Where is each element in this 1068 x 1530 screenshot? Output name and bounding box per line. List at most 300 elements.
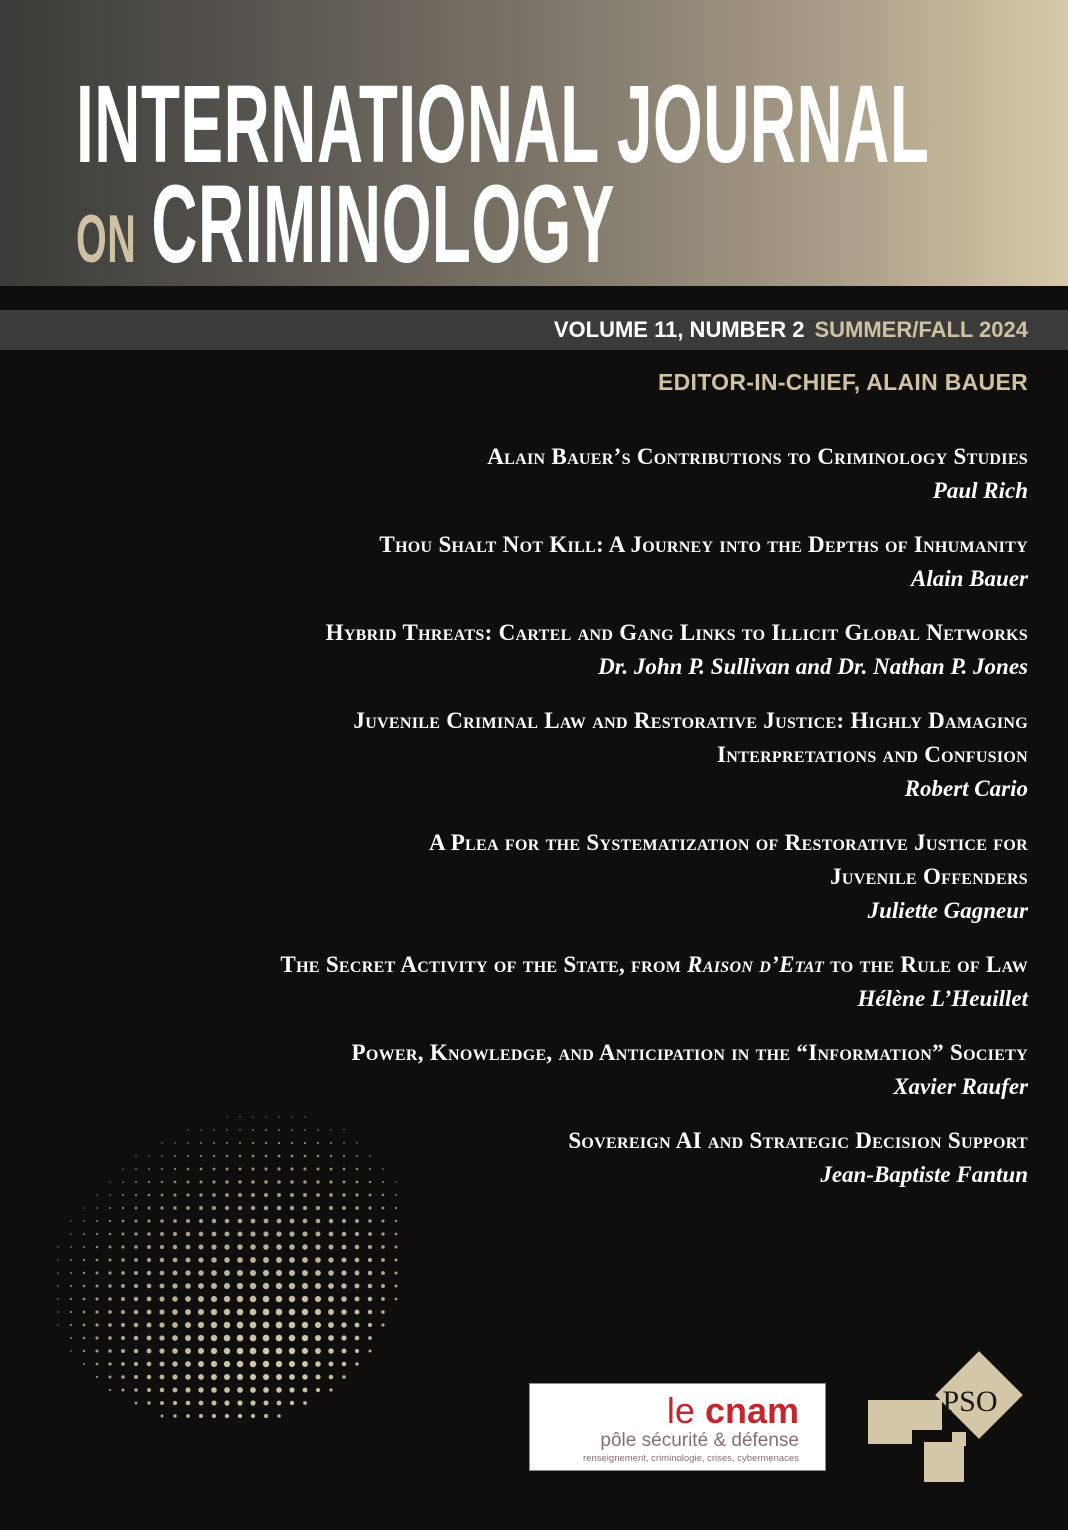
sphere-dot <box>341 1257 346 1262</box>
sphere-dot <box>238 1167 241 1170</box>
article-title-continued: Interpretations and Confusion <box>717 742 1028 767</box>
sphere-dot <box>211 1322 217 1328</box>
sphere-dot <box>134 1388 138 1392</box>
sphere-dot <box>172 1335 178 1341</box>
issue-season: SUMMER/FALL 2024 <box>814 317 1028 342</box>
sphere-dot <box>96 1363 99 1366</box>
sphere-dot <box>316 1388 320 1392</box>
sphere-dot <box>289 1335 296 1342</box>
journal-title-line2 <box>76 163 616 286</box>
sphere-dot <box>250 1387 256 1393</box>
sphere-dot <box>134 1310 139 1315</box>
sphere-dot <box>328 1361 333 1366</box>
sphere-dot <box>395 1298 398 1301</box>
article-author: Dr. John P. Sullivan and Dr. Nathan P. Jones <box>598 654 1028 679</box>
sphere-dot <box>108 1271 111 1274</box>
sphere-dot <box>121 1245 124 1248</box>
sphere-dot <box>83 1285 86 1288</box>
sphere-dot <box>173 1258 178 1263</box>
sphere-dot <box>122 1194 124 1196</box>
sphere-dot <box>147 1219 150 1222</box>
sphere-dot <box>122 1181 124 1183</box>
sphere-dot <box>317 1142 319 1144</box>
sphere-dot <box>96 1259 99 1262</box>
article-entry <box>128 616 1028 684</box>
sphere-dot <box>187 1181 190 1184</box>
sphere-dot <box>381 1258 385 1262</box>
sphere-dot <box>395 1285 398 1288</box>
sphere-dot <box>251 1414 255 1418</box>
pso-logo-text: PSO <box>942 1385 998 1418</box>
sphere-dot <box>83 1337 86 1340</box>
sphere-dot <box>173 1206 176 1209</box>
sphere-dot <box>343 1155 345 1157</box>
sphere-dot <box>251 1219 256 1224</box>
sphere-dot <box>135 1155 136 1156</box>
sphere-dot <box>186 1206 190 1210</box>
sphere-dot <box>185 1270 190 1275</box>
sphere-dot <box>121 1362 125 1366</box>
sphere-dot <box>199 1401 204 1406</box>
sphere-dot <box>211 1309 217 1315</box>
sphere-dot <box>355 1362 358 1365</box>
sphere-dot <box>173 1401 177 1405</box>
sphere-dot <box>147 1323 152 1328</box>
sphere-dot <box>252 1116 254 1118</box>
sphere-dot <box>265 1129 267 1131</box>
sphere-dot <box>237 1335 244 1342</box>
sphere-dot <box>198 1296 204 1302</box>
sphere-dot <box>172 1361 177 1366</box>
sphere-dot <box>213 1142 215 1144</box>
sphere-dot <box>198 1348 204 1354</box>
sphere-dot <box>342 1375 346 1379</box>
sphere-dot <box>315 1283 321 1289</box>
sphere-dot <box>212 1219 216 1223</box>
sphere-dot <box>161 1168 163 1170</box>
sphere-dot <box>213 1129 215 1131</box>
sphere-dot <box>95 1284 98 1287</box>
sphere-dot <box>237 1322 244 1329</box>
sphere-dot <box>237 1283 243 1289</box>
sphere-dot <box>263 1257 269 1263</box>
sphere-dot <box>57 1272 59 1274</box>
sphere-dot <box>172 1348 178 1354</box>
sphere-dot <box>186 1414 190 1418</box>
sphere-dot <box>212 1193 216 1197</box>
article-entry <box>128 528 1028 596</box>
sphere-dot <box>263 1348 270 1355</box>
sphere-dot <box>368 1206 371 1209</box>
sphere-dot <box>83 1324 86 1327</box>
sphere-dot <box>237 1309 244 1316</box>
sphere-dot <box>290 1193 294 1197</box>
sphere-dot <box>263 1309 270 1316</box>
sphere-dot <box>211 1335 217 1341</box>
sphere-dot <box>330 1168 333 1171</box>
sphere-dot <box>369 1181 371 1183</box>
sphere-dot <box>368 1297 373 1302</box>
sphere-dot <box>342 1193 345 1196</box>
sphere-dot <box>147 1245 151 1249</box>
sphere-dot <box>342 1180 345 1183</box>
sphere-dot <box>83 1233 85 1235</box>
sphere-dot <box>83 1207 85 1209</box>
sphere-dot <box>109 1207 111 1209</box>
sphere-dot <box>381 1297 385 1301</box>
sphere-dot <box>341 1283 346 1288</box>
sphere-dot <box>329 1388 332 1391</box>
sphere-dot <box>316 1180 319 1183</box>
sphere-dot <box>95 1297 98 1300</box>
sphere-dot <box>290 1180 294 1184</box>
sphere-dot <box>109 1376 112 1379</box>
article-title-part: The Secret Activity of the State, from <box>280 952 688 977</box>
sphere-dot <box>147 1310 152 1315</box>
volume-number: VOLUME 11, NUMBER 2 <box>553 317 805 342</box>
sphere-dot <box>96 1194 98 1196</box>
sphere-dot <box>160 1388 164 1392</box>
sphere-dot <box>147 1284 152 1289</box>
sphere-dot <box>108 1323 112 1327</box>
sphere-dot <box>159 1361 164 1366</box>
sphere-dot <box>161 1415 164 1418</box>
sphere-dot <box>108 1362 111 1365</box>
sphere-dot <box>108 1336 112 1340</box>
header-band <box>0 0 1068 286</box>
sphere-dot <box>70 1298 72 1300</box>
sphere-dot <box>315 1309 321 1315</box>
sphere-dot <box>368 1323 372 1327</box>
article-entry <box>128 948 1028 1016</box>
sphere-dot <box>329 1206 333 1210</box>
sphere-dot <box>343 1142 345 1144</box>
sphere-dot <box>265 1155 268 1158</box>
sphere-dot <box>276 1231 281 1236</box>
sphere-dot <box>211 1283 217 1289</box>
sphere-dot <box>108 1310 112 1314</box>
sphere-dot <box>329 1219 333 1223</box>
sphere-dot <box>328 1283 334 1289</box>
sphere-dot <box>70 1337 72 1339</box>
sphere-dot <box>148 1168 150 1170</box>
sphere-dot <box>382 1181 384 1183</box>
sphere-dot <box>263 1400 268 1405</box>
sphere-dot <box>355 1206 359 1210</box>
sphere-dot <box>328 1296 334 1302</box>
sphere-dot <box>95 1323 98 1326</box>
sphere-dot <box>198 1322 204 1328</box>
sphere-dot <box>263 1231 268 1236</box>
sphere-dot <box>276 1374 282 1380</box>
pso-logo <box>868 1356 1020 1484</box>
sphere-dot <box>70 1324 72 1326</box>
sphere-dot <box>251 1167 254 1170</box>
sphere-dot <box>341 1270 346 1275</box>
sphere-dot <box>238 1193 242 1197</box>
sphere-dot <box>264 1414 268 1418</box>
sphere-dot <box>108 1284 111 1287</box>
article-entry <box>128 440 1028 508</box>
sphere-dot <box>198 1335 204 1341</box>
sphere-dot <box>121 1336 125 1340</box>
sphere-dot <box>276 1348 283 1355</box>
sphere-dot <box>95 1310 98 1313</box>
sphere-dot <box>277 1401 282 1406</box>
sphere-dot <box>198 1257 203 1262</box>
sphere-dot <box>199 1414 203 1418</box>
sphere-dot <box>212 1414 216 1418</box>
sphere-dot <box>159 1309 164 1314</box>
sphere-dot <box>239 1129 241 1131</box>
sphere-dot <box>303 1219 308 1224</box>
sphere-dot <box>172 1322 178 1328</box>
sphere-dot <box>277 1167 280 1170</box>
article-title: Hybrid Threats: Cartel and Gang Links to Illicit Global Networks <box>325 620 1028 645</box>
article-entry <box>128 704 1028 806</box>
sphere-dot <box>237 1387 243 1393</box>
sphere-dot <box>134 1297 138 1301</box>
sphere-dot <box>199 1193 202 1196</box>
sphere-dot <box>251 1193 255 1197</box>
sphere-dot <box>381 1245 385 1249</box>
sphere-dot <box>198 1270 204 1276</box>
sphere-dot <box>264 1167 267 1170</box>
sphere-dot <box>250 1322 257 1329</box>
sphere-dot <box>83 1350 85 1352</box>
cnam-pole-text: pôle sécurité & défense <box>600 1430 799 1451</box>
sphere-dot <box>121 1284 125 1288</box>
sphere-dot <box>121 1297 125 1301</box>
sphere-dot <box>96 1233 98 1235</box>
sphere-dot <box>328 1348 333 1353</box>
sphere-dot <box>303 1167 306 1170</box>
sphere-dot <box>83 1298 86 1301</box>
sphere-dot <box>185 1335 191 1341</box>
sphere-dot <box>276 1309 283 1316</box>
sphere-dot <box>147 1336 152 1341</box>
sphere-dot <box>198 1309 204 1315</box>
sphere-dot <box>161 1155 163 1157</box>
sphere-dot <box>276 1270 282 1276</box>
sphere-dot <box>263 1387 269 1393</box>
sphere-dot <box>187 1168 190 1171</box>
sphere-dot <box>198 1283 204 1289</box>
sphere-dot <box>291 1155 294 1158</box>
sphere-dot <box>147 1388 151 1392</box>
sphere-dot <box>172 1309 178 1315</box>
sphere-dot <box>263 1322 270 1329</box>
sphere-dot <box>185 1283 191 1289</box>
sphere-dot <box>185 1309 191 1315</box>
sphere-dot <box>225 1219 230 1224</box>
sphere-dot <box>263 1244 269 1250</box>
sphere-dot <box>122 1207 124 1209</box>
sphere-dot <box>135 1181 137 1183</box>
sphere-dot <box>381 1323 384 1326</box>
sphere-dot <box>226 1155 229 1158</box>
sphere-dot <box>96 1376 98 1378</box>
sphere-dot <box>263 1270 269 1276</box>
sphere-dot <box>185 1387 190 1392</box>
sphere-dot <box>109 1389 111 1391</box>
sphere-dot <box>96 1246 99 1249</box>
sphere-dot <box>148 1181 150 1183</box>
sphere-dot <box>330 1142 332 1144</box>
sphere-dot <box>316 1206 320 1210</box>
sphere-dot <box>147 1401 150 1404</box>
sphere-dot <box>187 1129 188 1130</box>
sphere-dot <box>135 1220 138 1223</box>
sphere-dot <box>263 1361 269 1367</box>
sphere-dot <box>382 1194 384 1196</box>
sphere-dot <box>121 1271 125 1275</box>
sphere-dot <box>354 1296 359 1301</box>
sphere-dot <box>250 1296 257 1303</box>
sphere-dot <box>315 1244 320 1249</box>
sphere-dot <box>160 1271 165 1276</box>
sphere-dot <box>316 1193 320 1197</box>
sphere-dot <box>187 1142 189 1144</box>
sphere-dot <box>239 1142 241 1144</box>
sphere-dot <box>278 1116 280 1118</box>
sphere-dot <box>265 1142 267 1144</box>
sphere-dot <box>289 1309 296 1316</box>
article-author: Robert Cario <box>904 776 1028 801</box>
sphere-dot <box>315 1348 321 1354</box>
sphere-dot <box>212 1232 217 1237</box>
sphere-dot <box>252 1129 254 1131</box>
sphere-dot <box>185 1322 191 1328</box>
sphere-dot <box>186 1193 189 1196</box>
sphere-dot <box>250 1231 255 1236</box>
sphere-dot <box>121 1375 125 1379</box>
sphere-dot <box>289 1387 294 1392</box>
article-entry <box>128 826 1028 928</box>
pso-square <box>924 1442 964 1482</box>
sphere-dot <box>225 1414 229 1418</box>
sphere-dot <box>186 1245 191 1250</box>
sphere-dot <box>290 1167 293 1170</box>
sphere-dot <box>302 1374 307 1379</box>
sphere-dot <box>70 1272 72 1274</box>
sphere-dot <box>328 1335 334 1341</box>
sphere-dot <box>174 1155 176 1157</box>
sphere-dot <box>277 1180 281 1184</box>
article-author: Paul Rich <box>932 478 1028 503</box>
sphere-dot <box>70 1220 71 1221</box>
sphere-dot <box>329 1180 332 1183</box>
sphere-dot <box>147 1258 151 1262</box>
sphere-dot <box>289 1374 295 1380</box>
sphere-dot <box>211 1348 217 1354</box>
sphere-dot <box>211 1374 217 1380</box>
sphere-dot <box>70 1233 72 1235</box>
sphere-dot <box>96 1350 99 1353</box>
sphere-dot <box>355 1349 359 1353</box>
sphere-dot <box>356 1181 359 1184</box>
sphere-dot <box>317 1168 320 1171</box>
sphere-dot <box>355 1323 360 1328</box>
sphere-dot <box>122 1220 125 1223</box>
sphere-dot <box>289 1257 295 1263</box>
sphere-dot <box>147 1297 152 1302</box>
sphere-dot <box>381 1284 385 1288</box>
sphere-dot <box>341 1335 346 1340</box>
sphere-dot <box>356 1155 358 1157</box>
sphere-dot <box>121 1349 125 1353</box>
sphere-dot <box>147 1349 152 1354</box>
sphere-dot <box>185 1361 191 1367</box>
sphere-dot <box>277 1206 281 1210</box>
sphere-dot <box>134 1349 138 1353</box>
sphere-dot <box>315 1374 320 1379</box>
sphere-dot <box>135 1194 137 1196</box>
sphere-dot <box>330 1129 332 1131</box>
sphere-dot <box>134 1258 138 1262</box>
cnam-wordmark <box>667 1391 799 1431</box>
sphere-dot <box>57 1298 59 1300</box>
sphere-dot <box>289 1244 295 1250</box>
sphere-dot <box>290 1401 294 1405</box>
sphere-dot <box>134 1362 138 1366</box>
sphere-dot <box>264 1219 269 1224</box>
article-author: Xavier Raufer <box>893 1074 1028 1099</box>
sphere-dot <box>251 1180 255 1184</box>
sphere-dot <box>134 1271 138 1275</box>
sphere-dot <box>199 1180 202 1183</box>
sphere-dot <box>250 1348 257 1355</box>
sphere-dot <box>291 1129 293 1131</box>
sphere-dot <box>250 1335 257 1342</box>
sphere-dot <box>172 1296 177 1301</box>
sphere-dot <box>251 1206 255 1210</box>
sphere-dot <box>291 1116 293 1118</box>
sphere-dot <box>342 1362 346 1366</box>
sphere-dot <box>263 1374 269 1380</box>
sphere-dot <box>355 1271 360 1276</box>
sphere-dot <box>395 1207 397 1209</box>
sphere-dot <box>148 1155 150 1157</box>
sphere-dot <box>239 1116 240 1117</box>
sphere-dot <box>57 1311 59 1313</box>
sphere-dot <box>329 1232 334 1237</box>
sphere-dot <box>317 1129 319 1131</box>
sphere-dot <box>211 1296 217 1302</box>
sphere-dot <box>290 1219 295 1224</box>
sphere-dot <box>224 1361 230 1367</box>
sphere-dot <box>161 1142 162 1143</box>
sphere-dot <box>224 1400 229 1405</box>
sphere-dot <box>368 1336 372 1340</box>
sphere-dot <box>381 1310 385 1314</box>
article-title-part: to the Rule of Law <box>824 952 1028 977</box>
sphere-dot <box>70 1259 72 1261</box>
sphere-dot <box>199 1232 204 1237</box>
sphere-dot <box>276 1322 283 1329</box>
sphere-dot <box>302 1335 308 1341</box>
sphere-dot <box>303 1401 307 1405</box>
sphere-dot <box>108 1297 112 1301</box>
sphere-dot <box>328 1244 333 1249</box>
sphere-dot <box>237 1231 242 1236</box>
sphere-dot <box>316 1219 321 1224</box>
sphere-dot <box>160 1284 165 1289</box>
sphere-dot <box>395 1246 398 1249</box>
sphere-dot <box>83 1246 85 1248</box>
sphere-dot <box>237 1361 243 1367</box>
sphere-dot <box>213 1155 215 1157</box>
